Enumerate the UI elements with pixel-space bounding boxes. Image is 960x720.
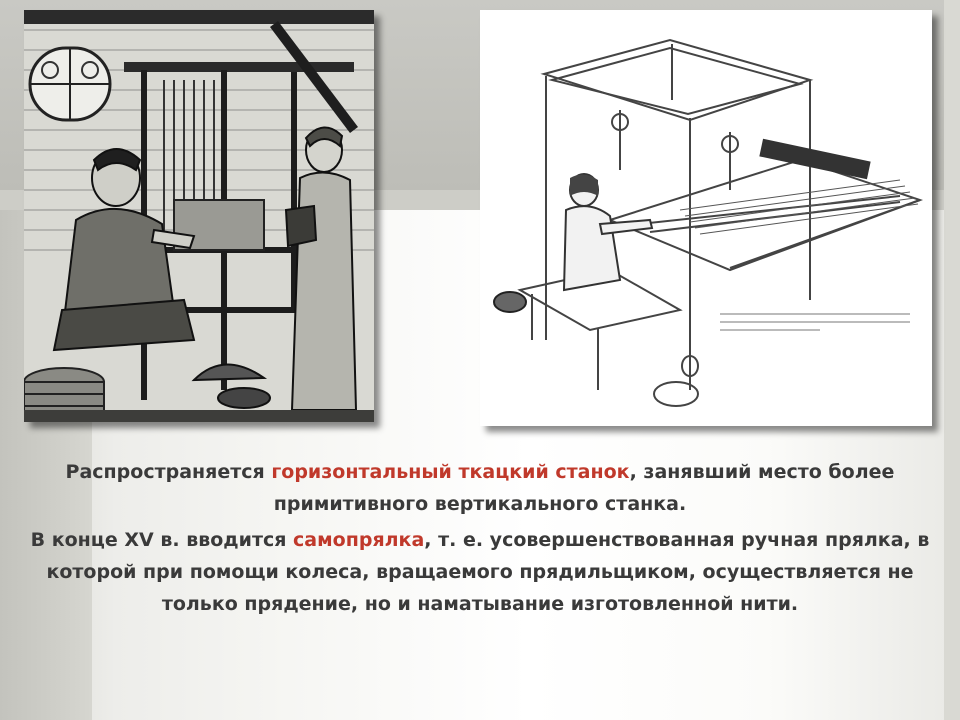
slide-text — [30, 456, 930, 620]
horizontal-treadle-loom-drawing-icon — [480, 10, 932, 426]
treadle-loom-drawing-picture — [480, 10, 932, 426]
weavers-engraving-picture — [24, 10, 374, 422]
paragraph-spinning-wheel — [30, 524, 930, 620]
paragraph-2-before: В конце XV в. вводится — [30, 529, 294, 551]
paragraph-1-before: Распространяется — [65, 461, 272, 483]
paragraph-horizontal-loom — [30, 456, 930, 520]
paragraph-1-after: , занявший место более примитивного вертикального станка. — [273, 461, 895, 515]
engraving-weavers-at-loom-icon — [24, 10, 374, 422]
paragraph-2-after: , т. е. усовершенствованная ручная прялка, в которой при помощи колеса, вращаемого прядильщиком, осуществляется не только прядение, но и наматывание изготовленной нити. — [46, 529, 930, 615]
highlight-horizontal-loom: горизонтальный ткацкий станок — [271, 461, 630, 483]
highlight-spinning-wheel: самопрялка — [293, 529, 425, 551]
slide-background-right-band — [944, 0, 960, 720]
